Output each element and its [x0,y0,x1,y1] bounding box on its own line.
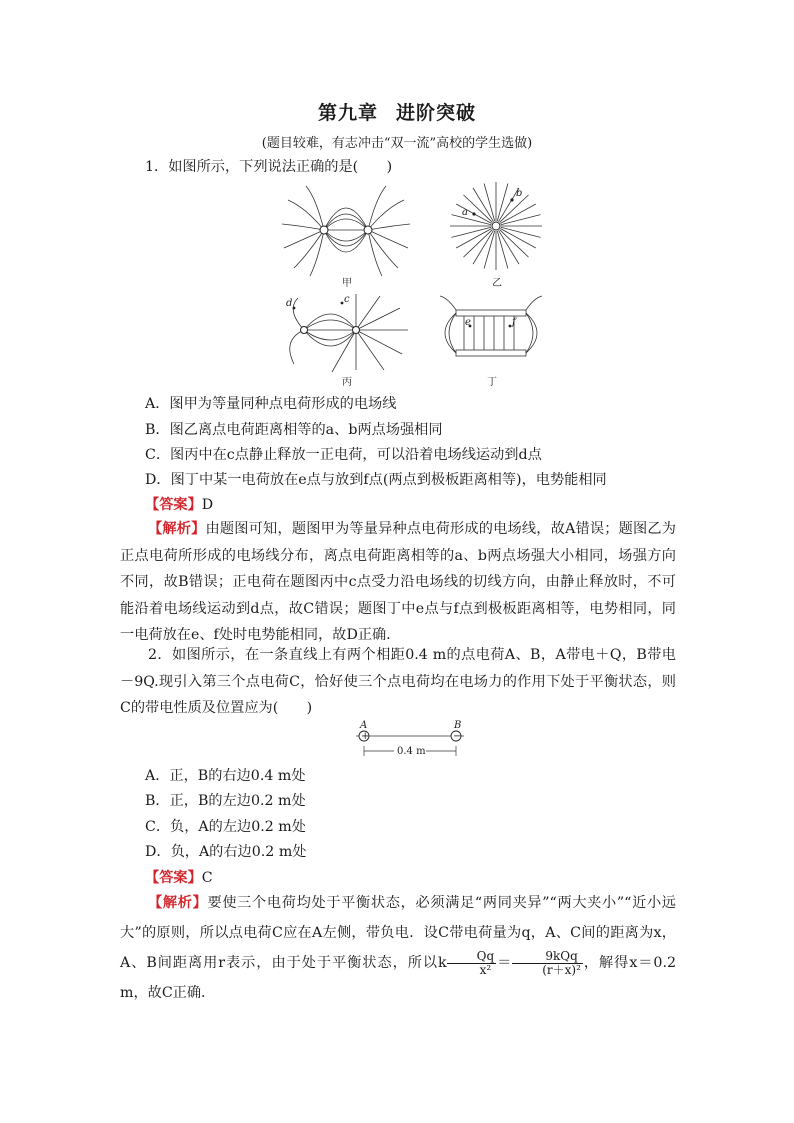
answer-tag: 【答案】 [145,497,202,513]
answer-value: C [201,870,213,886]
charge-b-sign: − [453,731,462,742]
q2-analysis [120,888,676,1008]
fraction-right-denominator: (r＋x)² [542,962,581,977]
label-b: b [516,188,523,199]
q2-option-b: B．正，B的左边0.2 m处 [145,793,306,809]
label-f: f [512,317,516,328]
distance-label: 0.4 m [397,746,426,757]
analysis-tag: 【解析】 [148,521,206,537]
caption-jia: 甲 [342,278,352,289]
chapter-title: 进阶突破 [396,102,477,124]
fraction-left-numerator: Qq [447,950,497,964]
answer-tag: 【答案】 [145,870,202,886]
q2-option-a: A．正，B的右边0.4 m处 [145,768,306,784]
figure-jia [276,178,456,290]
caption-bing: 丙 [342,377,352,388]
page-title [0,98,794,125]
caption-yi: 乙 [492,278,502,289]
q1-option-a: A．图甲为等量同种点电荷形成的电场线 [145,396,397,412]
fraction-left-denominator: x² [479,962,492,977]
q1-analysis [120,516,676,649]
figure-ding [438,292,546,390]
q1-option-c: C．图丙中在c点静止释放一正电荷，可以沿着电场线运动到d点 [145,447,542,463]
analysis-tag: 【解析】 [148,895,208,911]
analysis-text-1: 要使三个电荷均处于平衡状态，必须满足“两同夹异”“两大夹小”“近小远大”的原则，所以点电荷C应在A左侧，带负电．设C带电荷量为q，A、C间的距离为x，A、B间距离用r表示，由于处于平衡状态，所以k [120,895,676,971]
fraction-right [512,950,583,977]
fraction-left [447,950,497,977]
figure-q2 [352,718,468,762]
q2-option-d: D．负，A的右边0.2 m处 [145,844,307,860]
q1-option-d: D．图丁中某一电荷放在e点与放到f点(两点到极板距离相等)，电势能相同 [145,472,607,488]
label-e: e [465,317,471,328]
q2-option-c: C．负，A的左边0.2 m处 [145,819,306,835]
q1-stem: 1．如图所示，下列说法正确的是( ) [145,159,393,175]
q2-answer [145,868,213,888]
q2-stem: 2．如图所示，在一条直线上有两个相距0.4 m的点电荷A、B，A带电＋Q，B带电－9Q.现引入第三个点电荷C，恰好使三个点电荷均在电场力的作用下处于平衡状态，则C的带电性质及位置应为( ) [120,647,676,716]
figure-bing [276,290,416,390]
page-subtitle: (题目较难，有志冲击“双一流”高校的学生选做) [261,136,533,151]
analysis-text: 由题图可知，题图甲为等量异种点电荷形成的电场线，故A错误；题图乙为正点电荷所形成的电场线分布，离点电荷距离相等的a、b两点场强大小相同，场强方向不同，故B错误；正电荷在题图丙中c点受力沿电场线的切线方向，由静止释放时，不可能沿着电场线运动到d点，故C错误；题图丁中e点与f点到极板距离相等，电势相同，同一电荷放在e、f处时电势能相同，故D正确． [120,521,676,643]
q1-option-b: B．图乙离点电荷距离相等的a、b两点场强相同 [145,422,443,438]
fraction-right-numerator: 9kQq [512,950,583,964]
charge-a-label: A [360,720,368,731]
label-d: d [286,298,293,309]
label-c: c [344,294,350,305]
analysis-text-2: ，解得x＝0.2 m，故C正确． [120,955,676,1001]
label-a: a [462,207,468,218]
q1-answer [145,495,213,515]
charge-a-sign: + [361,731,370,742]
charge-b-label: B [454,720,462,731]
equals-sign: ＝ [496,955,513,971]
chapter-label: 第九章 [317,102,378,124]
answer-value: D [201,497,214,513]
figure-yi [446,178,556,290]
caption-ding: 丁 [487,377,497,388]
